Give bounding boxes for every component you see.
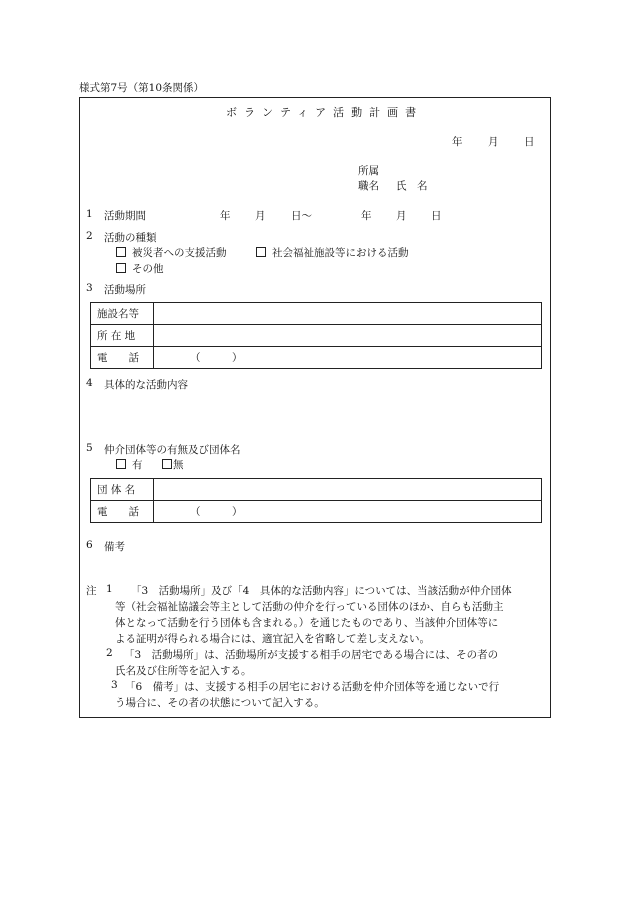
option-intermediary-no[interactable] (162, 457, 184, 472)
note-line: 「3 活動場所」は、活動場所が支援する相手の居宅である場合には、その者の (124, 649, 499, 661)
phone-label: 電 話 (91, 347, 154, 369)
table-row (91, 501, 542, 523)
name-label: 氏 名 (396, 180, 428, 192)
option-other-label: その他 (132, 263, 164, 275)
period-start-month[interactable]: 月 (255, 210, 266, 222)
option-yes-label: 有 (132, 459, 143, 471)
table-row (91, 325, 542, 347)
checkbox-icon[interactable] (116, 263, 126, 273)
period-end-day[interactable]: 日 (431, 210, 442, 222)
sec3-label: 活動場所 (104, 284, 146, 296)
note-line: よる証明が得られる場合には、適宜記入を省略して差し支えない。 (115, 633, 430, 645)
option-welfare-facility[interactable] (256, 245, 409, 260)
table-row (91, 479, 542, 501)
checkbox-icon[interactable] (116, 459, 126, 469)
date-year[interactable]: 年 (452, 136, 463, 148)
org-name-field[interactable] (154, 479, 542, 501)
org-phone-field[interactable] (154, 501, 542, 523)
position-label: 職名 (358, 180, 379, 192)
phone-paren: （ ） (190, 352, 243, 364)
date-month[interactable]: 月 (488, 136, 499, 148)
note2-continued (115, 663, 252, 679)
note-line: う場合に、その者の状態について記入する。 (115, 697, 325, 709)
note1-continued (115, 599, 504, 647)
address-field[interactable] (154, 325, 542, 347)
note-line: 「3 活動場所」及び「4 具体的な活動内容」については、当該活動が仲介団体 (131, 585, 512, 597)
sec5-number: 5 (86, 442, 93, 454)
org-phone-label: 電 話 (91, 501, 154, 523)
note3-text (125, 679, 499, 695)
note2-number: 2 (106, 647, 113, 659)
sec6-label: 備考 (104, 541, 125, 553)
checkbox-icon[interactable] (256, 247, 266, 257)
note2-text (124, 647, 498, 663)
sec4-number: 4 (86, 377, 93, 389)
period-start-year[interactable]: 年 (220, 210, 231, 222)
notes-prefix: 注 (86, 585, 97, 597)
sec3-number: 3 (86, 282, 93, 294)
note-line: 体となって活動を行う団体も含まれる。）を通じたものであり、当該仲介団体等に (115, 617, 499, 629)
checkbox-icon[interactable] (162, 459, 172, 469)
location-table (90, 302, 542, 369)
note3-number: 3 (111, 679, 118, 691)
sec5-label: 仲介団体等の有無及び団体名 (104, 444, 241, 456)
sec2-label: 活動の種類 (104, 232, 157, 244)
table-row (91, 347, 542, 369)
note-line: 等（社会福祉協議会等主として活動の仲介を行っている団体のほか、自らも活動主 (115, 601, 504, 613)
affiliation-label: 所属 (358, 165, 379, 177)
org-name-label: 団 体 名 (91, 479, 154, 501)
sec4-label: 具体的な活動内容 (104, 379, 188, 391)
form-number-label: 様式第7号（第10条関係） (79, 82, 205, 94)
period-end-month[interactable]: 月 (396, 210, 407, 222)
option-disaster-support-label: 被災者への支援活動 (132, 247, 227, 259)
sec2-number: 2 (86, 230, 93, 242)
intermediary-table (90, 478, 542, 523)
phone-field[interactable] (154, 347, 542, 369)
checkbox-icon[interactable] (116, 247, 126, 257)
option-welfare-facility-label: 社会福祉施設等における活動 (272, 247, 409, 259)
period-end-year[interactable]: 年 (361, 210, 372, 222)
note-line: 「6 備考」は、支援する相手の居宅における活動を仲介団体等を通じないで行 (125, 681, 500, 693)
facility-name-label: 施設名等 (91, 303, 154, 325)
period-start-day[interactable]: 日〜 (291, 210, 312, 222)
option-other[interactable] (116, 261, 164, 276)
sec1-number: 1 (86, 208, 93, 220)
facility-name-field[interactable] (154, 303, 542, 325)
option-disaster-support[interactable] (116, 245, 227, 260)
option-intermediary-yes[interactable] (116, 457, 143, 472)
option-no-label: 無 (173, 459, 184, 471)
address-label: 所 在 地 (91, 325, 154, 347)
date-day[interactable]: 日 (524, 136, 535, 148)
note-line: 氏名及び住所等を記入する。 (115, 665, 252, 677)
table-row (91, 303, 542, 325)
note3-continued (115, 695, 325, 711)
phone-paren: （ ） (190, 506, 243, 518)
note1-number: 1 (106, 583, 113, 595)
sec6-number: 6 (86, 539, 93, 551)
sec1-label: 活動期間 (104, 210, 146, 222)
form-title: ボランティア活動計画書 (226, 106, 424, 119)
note1-text (131, 583, 512, 599)
